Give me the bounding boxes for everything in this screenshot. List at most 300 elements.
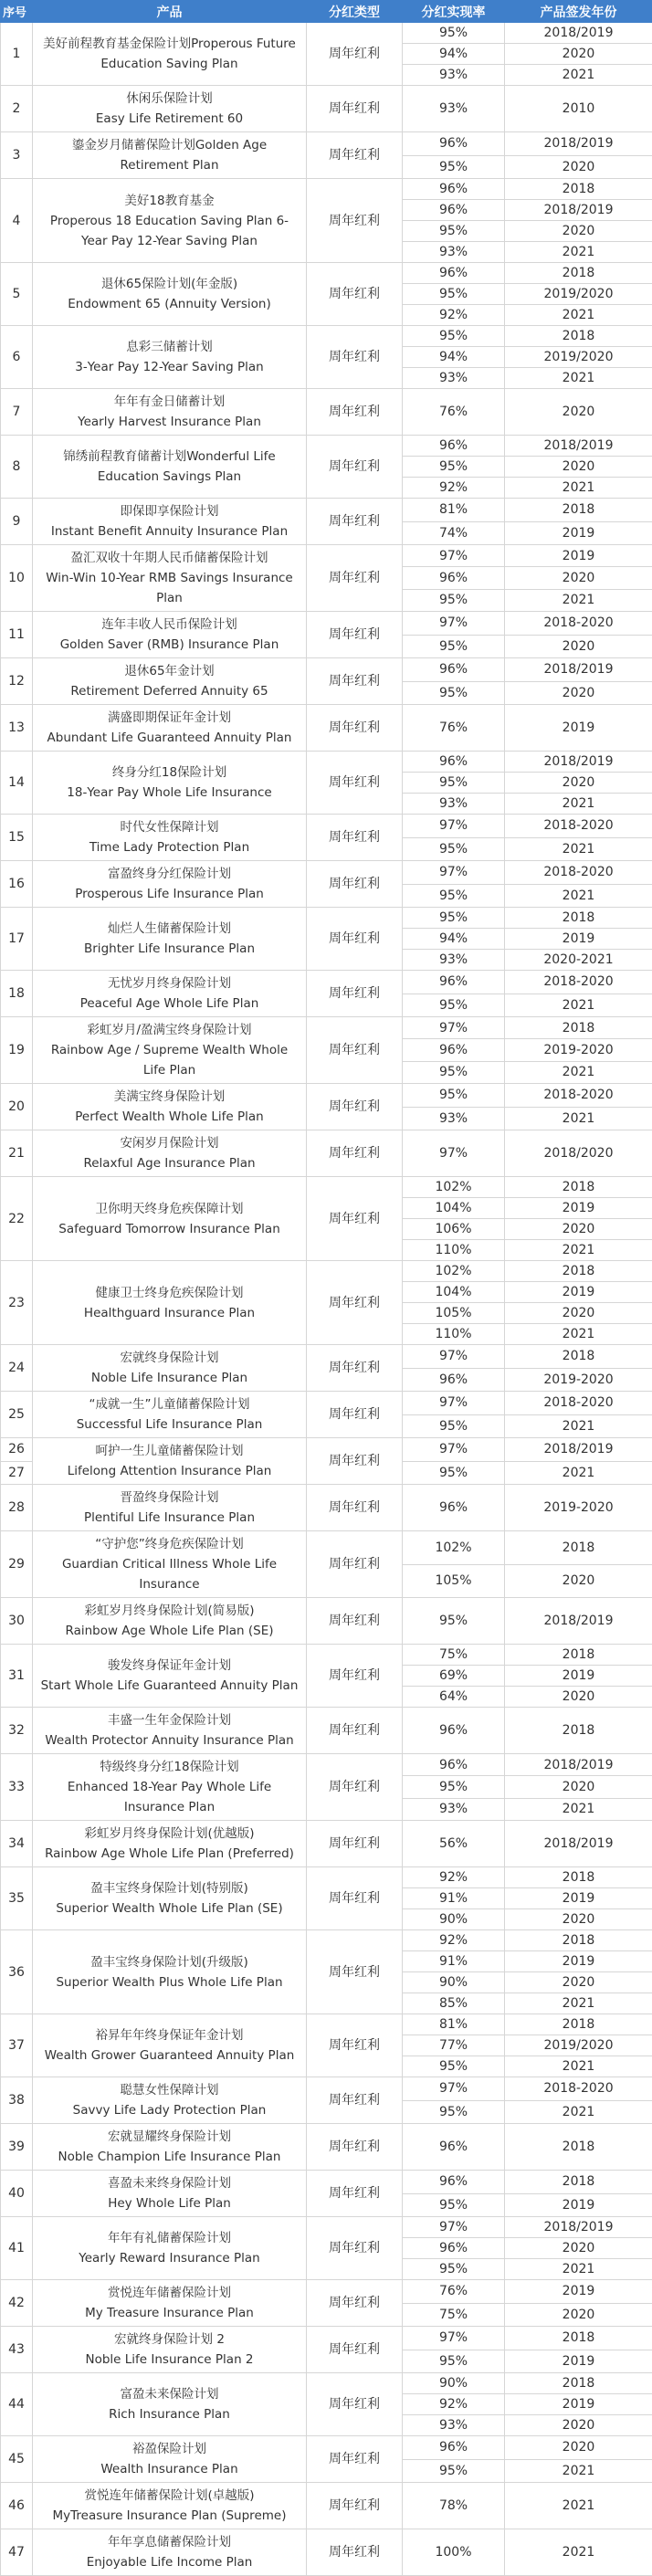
product-name-en: 18-Year Pay Whole Life Insurance bbox=[67, 785, 271, 800]
dividend-type: 周年红利 bbox=[307, 1598, 403, 1645]
fulfillment-rate: 96% bbox=[403, 179, 505, 200]
fulfillment-rate: 95% bbox=[403, 635, 505, 658]
product-name-zh: 特级终身分红18保险计划 bbox=[100, 1760, 238, 1774]
issue-year: 2018/2019 bbox=[505, 23, 652, 44]
product-name bbox=[33, 658, 307, 705]
product-name bbox=[33, 612, 307, 658]
product-name-en: Yearly Harvest Insurance Plan bbox=[78, 415, 261, 429]
issue-year: 2020 bbox=[505, 44, 652, 65]
table-row bbox=[1, 1438, 652, 1462]
fulfillment-rate: 97% bbox=[403, 1392, 505, 1415]
fulfillment-rate: 95% bbox=[403, 326, 505, 347]
dividend-type: 周年红利 bbox=[307, 132, 403, 179]
issue-year: 2018/2019 bbox=[505, 1598, 652, 1645]
fulfillment-rate: 93% bbox=[403, 368, 505, 389]
issue-year: 2019 bbox=[505, 1198, 652, 1219]
table-row bbox=[1, 1485, 652, 1531]
issue-year: 2018 bbox=[505, 1645, 652, 1666]
header-fulfillment-rate: 分红实现率 bbox=[403, 1, 505, 23]
product-name-zh: 休闲乐保险计划 bbox=[126, 91, 213, 106]
issue-year: 2018 bbox=[505, 2171, 652, 2194]
fulfillment-rate: 104% bbox=[403, 1198, 505, 1219]
dividend-type: 周年红利 bbox=[307, 1485, 403, 1531]
fulfillment-rate: 96% bbox=[403, 2171, 505, 2194]
issue-year: 2019/2020 bbox=[505, 2035, 652, 2056]
dividend-type: 周年红利 bbox=[307, 179, 403, 263]
issue-year: 2018/2019 bbox=[505, 1754, 652, 1776]
table-row bbox=[1, 752, 652, 773]
row-number: 33 bbox=[1, 1754, 33, 1821]
row-number: 9 bbox=[1, 499, 33, 545]
issue-year: 2021 bbox=[505, 2483, 652, 2529]
issue-year: 2019 bbox=[505, 1888, 652, 1909]
product-name-en: Savvy Life Lady Protection Plan bbox=[73, 2103, 267, 2118]
fulfillment-rate: 95% bbox=[403, 1776, 505, 1798]
table-row bbox=[1, 2483, 652, 2529]
fulfillment-rate: 97% bbox=[403, 861, 505, 885]
product-name-zh: 卫你明天终身危疾保障计划 bbox=[96, 1202, 244, 1216]
row-number: 23 bbox=[1, 1261, 33, 1345]
dividend-type: 周年红利 bbox=[307, 2217, 403, 2280]
fulfillment-rate: 81% bbox=[403, 2014, 505, 2035]
product-name-en: Properous 18 Education Saving Plan 6-Year Pay 12-Year Saving Plan bbox=[50, 214, 289, 248]
fulfillment-rate: 93% bbox=[403, 1107, 505, 1130]
product-name-en: Instant Benefit Annuity Insurance Plan bbox=[51, 524, 288, 539]
product-name-zh: 盈汇双收十年期人民币储蓄保险计划 bbox=[71, 551, 268, 565]
product-name-zh: 安闲岁月保险计划 bbox=[121, 1136, 219, 1151]
product-name-zh: 即保即享保险计划 bbox=[121, 504, 219, 519]
product-name-zh: 丰盛一生年金保险计划 bbox=[108, 1713, 231, 1728]
product-name bbox=[33, 1261, 307, 1345]
product-name bbox=[33, 499, 307, 545]
fulfillment-rate: 81% bbox=[403, 499, 505, 522]
product-name-zh: 骏发终身保证年金计划 bbox=[108, 1658, 231, 1673]
product-name-zh: 无忧岁月终身保险计划 bbox=[108, 976, 231, 991]
product-name-zh: 喜盈未来终身保险计划 bbox=[108, 2176, 231, 2191]
issue-year: 2018-2020 bbox=[505, 861, 652, 885]
table-row bbox=[1, 179, 652, 200]
product-name bbox=[33, 2483, 307, 2529]
product-name-zh: “守护您”终身危疾保险计划 bbox=[95, 1537, 244, 1551]
fulfillment-rate: 96% bbox=[403, 658, 505, 682]
product-name-en: Noble Life Insurance Plan 2 bbox=[85, 2352, 253, 2367]
product-name-zh: 美好前程教育基金保险计划 bbox=[43, 37, 191, 51]
issue-year: 2020 bbox=[505, 2303, 652, 2327]
issue-year: 2019-2020 bbox=[505, 1485, 652, 1531]
dividend-type: 周年红利 bbox=[307, 499, 403, 545]
issue-year: 2021 bbox=[505, 478, 652, 499]
issue-year: 2019 bbox=[505, 2193, 652, 2217]
issue-year: 2021 bbox=[505, 994, 652, 1017]
row-number: 46 bbox=[1, 2483, 33, 2529]
fulfillment-rate: 102% bbox=[403, 1177, 505, 1198]
issue-year: 2018/2019 bbox=[505, 1438, 652, 1462]
product-name bbox=[33, 1392, 307, 1438]
fulfillment-rate: 95% bbox=[403, 773, 505, 794]
fulfillment-rate: 95% bbox=[403, 1414, 505, 1438]
product-name-en: Yearly Reward Insurance Plan bbox=[79, 2251, 259, 2266]
dividend-type: 周年红利 bbox=[307, 23, 403, 86]
product-name bbox=[33, 263, 307, 326]
issue-year: 2019-2020 bbox=[505, 1039, 652, 1061]
fulfillment-rate: 96% bbox=[403, 971, 505, 994]
issue-year: 2018-2020 bbox=[505, 971, 652, 994]
row-number: 21 bbox=[1, 1130, 33, 1177]
issue-year: 2021 bbox=[505, 1993, 652, 2014]
fulfillment-rate: 97% bbox=[403, 815, 505, 838]
dividend-type: 周年红利 bbox=[307, 1017, 403, 1084]
issue-year: 2020 bbox=[505, 1219, 652, 1240]
fulfillment-rate: 95% bbox=[403, 589, 505, 611]
fulfillment-rate: 95% bbox=[403, 1061, 505, 1083]
dividend-type: 周年红利 bbox=[307, 1645, 403, 1708]
dividend-type: 周年红利 bbox=[307, 752, 403, 815]
dividend-type: 周年红利 bbox=[307, 2529, 403, 2576]
table-row bbox=[1, 389, 652, 436]
fulfillment-rate: 95% bbox=[403, 2459, 505, 2483]
row-number: 18 bbox=[1, 971, 33, 1017]
fulfillment-rate: 96% bbox=[403, 1368, 505, 1392]
row-number: 37 bbox=[1, 2014, 33, 2077]
product-name-zh: 时代女性保障计划 bbox=[121, 820, 219, 835]
issue-year: 2018 bbox=[505, 263, 652, 284]
fulfillment-rate: 96% bbox=[403, 1039, 505, 1061]
product-name bbox=[33, 1598, 307, 1645]
fulfillment-rate: 78% bbox=[403, 2483, 505, 2529]
row-number: 3 bbox=[1, 132, 33, 179]
fulfillment-rate: 91% bbox=[403, 1951, 505, 1972]
dividend-type: 周年红利 bbox=[307, 2280, 403, 2327]
fulfillment-rate: 96% bbox=[403, 1754, 505, 1776]
table-row bbox=[1, 263, 652, 284]
product-name-zh: 彩虹岁月/盈满宝终身保险计划 bbox=[87, 1023, 251, 1037]
row-number: 15 bbox=[1, 815, 33, 861]
fulfillment-rate: 94% bbox=[403, 347, 505, 368]
fulfillment-rate: 76% bbox=[403, 389, 505, 436]
issue-year: 2018/2019 bbox=[505, 752, 652, 773]
table-row bbox=[1, 1345, 652, 1369]
product-name-en: Guardian Critical Illness Whole Life Insurance bbox=[62, 1557, 277, 1592]
issue-year: 2020 bbox=[505, 1972, 652, 1993]
row-number: 28 bbox=[1, 1485, 33, 1531]
fulfillment-rate: 96% bbox=[403, 752, 505, 773]
row-number: 38 bbox=[1, 2077, 33, 2124]
product-name-zh: 裕盈保险计划 bbox=[132, 2442, 206, 2456]
fulfillment-rate: 95% bbox=[403, 2100, 505, 2124]
row-number: 39 bbox=[1, 2124, 33, 2171]
fulfillment-rate: 104% bbox=[403, 1282, 505, 1303]
issue-year: 2021 bbox=[505, 589, 652, 611]
dividend-type: 周年红利 bbox=[307, 2436, 403, 2483]
fulfillment-rate: 97% bbox=[403, 1017, 505, 1039]
issue-year: 2018-2020 bbox=[505, 2077, 652, 2101]
product-name-zh: 连年丰收人民币保险计划 bbox=[101, 617, 237, 632]
issue-year: 2020 bbox=[505, 457, 652, 478]
product-name bbox=[33, 2327, 307, 2373]
row-number: 43 bbox=[1, 2327, 33, 2373]
issue-year: 2018 bbox=[505, 1531, 652, 1565]
fulfillment-rate: 110% bbox=[403, 1240, 505, 1261]
issue-year: 2018-2020 bbox=[505, 1392, 652, 1415]
dividend-type: 周年红利 bbox=[307, 658, 403, 705]
product-name-en: Endowment 65 (Annuity Version) bbox=[68, 297, 270, 311]
fulfillment-rate: 90% bbox=[403, 1909, 505, 1930]
product-name-zh: 宏就终身保险计划 bbox=[121, 1351, 219, 1365]
product-name bbox=[33, 86, 307, 132]
dividend-type: 周年红利 bbox=[307, 1261, 403, 1345]
issue-year: 2020 bbox=[505, 1303, 652, 1324]
product-name-en: Successful Life Insurance Plan bbox=[77, 1417, 263, 1432]
dividend-type: 周年红利 bbox=[307, 1130, 403, 1177]
fulfillment-rate: 95% bbox=[403, 221, 505, 242]
issue-year: 2021 bbox=[505, 2529, 652, 2576]
product-name bbox=[33, 1754, 307, 1821]
product-name bbox=[33, 971, 307, 1017]
row-number: 16 bbox=[1, 861, 33, 908]
row-number: 19 bbox=[1, 1017, 33, 1084]
dividend-type: 周年红利 bbox=[307, 86, 403, 132]
issue-year: 2020 bbox=[505, 1687, 652, 1708]
product-name-zh: 退休65保险计划(年金版) bbox=[101, 277, 237, 291]
fulfillment-rate: 100% bbox=[403, 2529, 505, 2576]
product-name bbox=[33, 1531, 307, 1598]
table-row bbox=[1, 1017, 652, 1039]
issue-year: 2018/2019 bbox=[505, 1821, 652, 1867]
header-issue-year: 产品签发年份 bbox=[505, 1, 652, 23]
fulfillment-rate: 96% bbox=[403, 1708, 505, 1754]
row-number: 26 bbox=[1, 1438, 33, 1462]
fulfillment-rate: 96% bbox=[403, 567, 505, 589]
table-row bbox=[1, 971, 652, 994]
dividend-type: 周年红利 bbox=[307, 545, 403, 612]
product-name-zh: 富盈终身分红保险计划 bbox=[108, 867, 231, 881]
row-number: 31 bbox=[1, 1645, 33, 1708]
issue-year: 2018/2019 bbox=[505, 658, 652, 682]
fulfillment-rate: 95% bbox=[403, 155, 505, 179]
fulfillment-rate: 95% bbox=[403, 2193, 505, 2217]
product-name-en: Rich Insurance Plan bbox=[109, 2407, 230, 2422]
issue-year: 2018 bbox=[505, 326, 652, 347]
row-number: 29 bbox=[1, 1531, 33, 1598]
issue-year: 2018 bbox=[505, 908, 652, 929]
product-name-en: Enhanced 18-Year Pay Whole Life Insurance Plan bbox=[68, 1780, 271, 1814]
issue-year: 2019-2020 bbox=[505, 1368, 652, 1392]
product-name-zh: 富盈未来保险计划 bbox=[121, 2387, 219, 2402]
issue-year: 2018 bbox=[505, 1930, 652, 1951]
issue-year: 2018/2019 bbox=[505, 436, 652, 457]
issue-year: 2019 bbox=[505, 1951, 652, 1972]
issue-year: 2018 bbox=[505, 1177, 652, 1198]
issue-year: 2018 bbox=[505, 1708, 652, 1754]
fulfillment-rate: 106% bbox=[403, 1219, 505, 1240]
fulfillment-rate: 90% bbox=[403, 1972, 505, 1993]
product-name bbox=[33, 23, 307, 86]
product-name-en: Superior Wealth Plus Whole Life Plan bbox=[56, 1975, 282, 1990]
fulfillment-rate: 93% bbox=[403, 242, 505, 263]
product-name-zh: 盈丰宝终身保险计划(升级版) bbox=[90, 1955, 248, 1970]
table-row bbox=[1, 2014, 652, 2035]
product-name-zh: 彩虹岁月终身保险计划(简易版) bbox=[84, 1603, 254, 1618]
fulfillment-rate: 90% bbox=[403, 2373, 505, 2394]
issue-year: 2021 bbox=[505, 2056, 652, 2077]
product-name-zh: 宏就显耀终身保险计划 bbox=[108, 2129, 231, 2144]
issue-year: 2020 bbox=[505, 1776, 652, 1798]
issue-year: 2019 bbox=[505, 521, 652, 545]
product-name-en: Wealth Insurance Plan bbox=[100, 2462, 237, 2476]
table-row bbox=[1, 1708, 652, 1754]
header-no: 序号 bbox=[1, 1, 33, 23]
issue-year: 2020 bbox=[505, 567, 652, 589]
table-row bbox=[1, 1821, 652, 1867]
table-row bbox=[1, 2280, 652, 2304]
issue-year: 2018 bbox=[505, 499, 652, 522]
issue-year: 2021 bbox=[505, 1061, 652, 1083]
issue-year: 2020 bbox=[505, 635, 652, 658]
product-name-zh: 裕昇年年终身保证年金计划 bbox=[96, 2028, 244, 2043]
table-row bbox=[1, 2373, 652, 2394]
table-row bbox=[1, 815, 652, 838]
table-row bbox=[1, 2124, 652, 2171]
product-name-zh: 满盛即期保证年金计划 bbox=[108, 710, 231, 725]
issue-year: 2018 bbox=[505, 1261, 652, 1282]
product-name bbox=[33, 132, 307, 179]
table-row bbox=[1, 436, 652, 457]
product-name bbox=[33, 1821, 307, 1867]
table-row bbox=[1, 1392, 652, 1415]
row-number: 13 bbox=[1, 705, 33, 752]
issue-year: 2021 bbox=[505, 368, 652, 389]
fulfillment-rate: 95% bbox=[403, 681, 505, 705]
fulfillment-rate: 93% bbox=[403, 1798, 505, 1820]
row-number: 4 bbox=[1, 179, 33, 263]
fulfillment-rate: 95% bbox=[403, 994, 505, 1017]
product-name-zh: 聪慧女性保障计划 bbox=[121, 2083, 219, 2098]
fulfillment-rate: 96% bbox=[403, 2436, 505, 2460]
table-row bbox=[1, 2077, 652, 2101]
product-name-zh: 退休65年金计划 bbox=[124, 664, 214, 678]
product-name bbox=[33, 2077, 307, 2124]
issue-year: 2021 bbox=[505, 1798, 652, 1820]
product-name-zh: 灿烂人生储蓄保险计划 bbox=[108, 921, 231, 936]
table-row bbox=[1, 612, 652, 636]
table-row bbox=[1, 1531, 652, 1565]
table-row bbox=[1, 2217, 652, 2238]
issue-year: 2010 bbox=[505, 86, 652, 132]
dividend-type: 周年红利 bbox=[307, 1754, 403, 1821]
product-name bbox=[33, 389, 307, 436]
product-name bbox=[33, 179, 307, 263]
product-name-zh: 健康卫士终身危疾保险计划 bbox=[96, 1286, 244, 1300]
fulfillment-rate: 93% bbox=[403, 2415, 505, 2436]
product-name bbox=[33, 2171, 307, 2217]
issue-year: 2019/2020 bbox=[505, 347, 652, 368]
product-name-en: Hey Whole Life Plan bbox=[108, 2196, 231, 2211]
product-name bbox=[33, 2373, 307, 2436]
dividend-type: 周年红利 bbox=[307, 1930, 403, 2014]
row-number: 2 bbox=[1, 86, 33, 132]
row-number: 24 bbox=[1, 1345, 33, 1392]
product-name bbox=[33, 545, 307, 612]
table-row bbox=[1, 1130, 652, 1177]
product-name-zh: 终身分红18保险计划 bbox=[112, 765, 226, 780]
table-row bbox=[1, 132, 652, 156]
issue-year: 2021 bbox=[505, 242, 652, 263]
product-name bbox=[33, 1438, 307, 1485]
fulfillment-rate: 96% bbox=[403, 132, 505, 156]
product-name-zh: 赏悦连年储蓄保险计划 bbox=[108, 2286, 231, 2300]
table-row bbox=[1, 1754, 652, 1776]
product-name-zh: 年年有金日储蓄计划 bbox=[114, 394, 226, 409]
table-row bbox=[1, 1261, 652, 1282]
product-name-en: Healthguard Insurance Plan bbox=[84, 1306, 255, 1320]
table-row bbox=[1, 2529, 652, 2576]
product-name bbox=[33, 2529, 307, 2576]
product-name-en: Superior Wealth Whole Life Plan (SE) bbox=[56, 1901, 282, 1916]
product-name-en: Properous Future Education Saving Plan bbox=[100, 37, 295, 71]
row-number: 25 bbox=[1, 1392, 33, 1438]
product-name bbox=[33, 2436, 307, 2483]
product-name bbox=[33, 1177, 307, 1261]
header-dividend-type: 分红类型 bbox=[307, 1, 403, 23]
row-number: 20 bbox=[1, 1084, 33, 1130]
issue-year: 2021 bbox=[505, 65, 652, 86]
product-name-zh: 晋盈终身保险计划 bbox=[121, 1490, 219, 1505]
fulfillment-rate: 110% bbox=[403, 1324, 505, 1345]
dividend-type: 周年红利 bbox=[307, 2483, 403, 2529]
product-name bbox=[33, 815, 307, 861]
dividend-type: 周年红利 bbox=[307, 1392, 403, 1438]
product-name-zh: 锦绣前程教育储蓄计划 bbox=[63, 449, 186, 464]
fulfillment-rate: 92% bbox=[403, 2394, 505, 2415]
dividend-type: 周年红利 bbox=[307, 2014, 403, 2077]
product-name bbox=[33, 1485, 307, 1531]
dividend-type: 周年红利 bbox=[307, 2171, 403, 2217]
product-name bbox=[33, 1645, 307, 1708]
dividend-type: 周年红利 bbox=[307, 1821, 403, 1867]
row-number: 41 bbox=[1, 2217, 33, 2280]
fulfillment-rate: 93% bbox=[403, 65, 505, 86]
product-name-en: Perfect Wealth Whole Life Plan bbox=[75, 1109, 263, 1124]
row-number: 6 bbox=[1, 326, 33, 389]
issue-year: 2020 bbox=[505, 389, 652, 436]
product-name-en: 3-Year Pay 12-Year Saving Plan bbox=[75, 360, 263, 374]
issue-year: 2018 bbox=[505, 1017, 652, 1039]
fulfillment-rate: 97% bbox=[403, 1438, 505, 1462]
issue-year: 2018 bbox=[505, 2014, 652, 2035]
row-number: 36 bbox=[1, 1930, 33, 2014]
issue-year: 2021 bbox=[505, 837, 652, 861]
row-number: 17 bbox=[1, 908, 33, 971]
row-number: 7 bbox=[1, 389, 33, 436]
product-name-zh: 彩虹岁月终身保险计划(优越版) bbox=[84, 1826, 254, 1841]
table-row bbox=[1, 908, 652, 929]
product-name bbox=[33, 436, 307, 499]
product-name-en: Rainbow Age Whole Life Plan (Preferred) bbox=[45, 1846, 294, 1861]
issue-year: 2018 bbox=[505, 2327, 652, 2350]
product-name bbox=[33, 752, 307, 815]
fulfillment-rate: 93% bbox=[403, 950, 505, 971]
product-name-en: Golden Age Retirement Plan bbox=[121, 138, 268, 173]
dividend-type: 周年红利 bbox=[307, 612, 403, 658]
table-row bbox=[1, 658, 652, 682]
row-number: 32 bbox=[1, 1708, 33, 1754]
header-row bbox=[1, 1, 652, 23]
product-name-en: Relaxful Age Insurance Plan bbox=[83, 1156, 255, 1171]
issue-year: 2020 bbox=[505, 1909, 652, 1930]
product-name-en: Rainbow Age Whole Life Plan (SE) bbox=[65, 1624, 273, 1638]
issue-year: 2020 bbox=[505, 773, 652, 794]
row-number: 14 bbox=[1, 752, 33, 815]
